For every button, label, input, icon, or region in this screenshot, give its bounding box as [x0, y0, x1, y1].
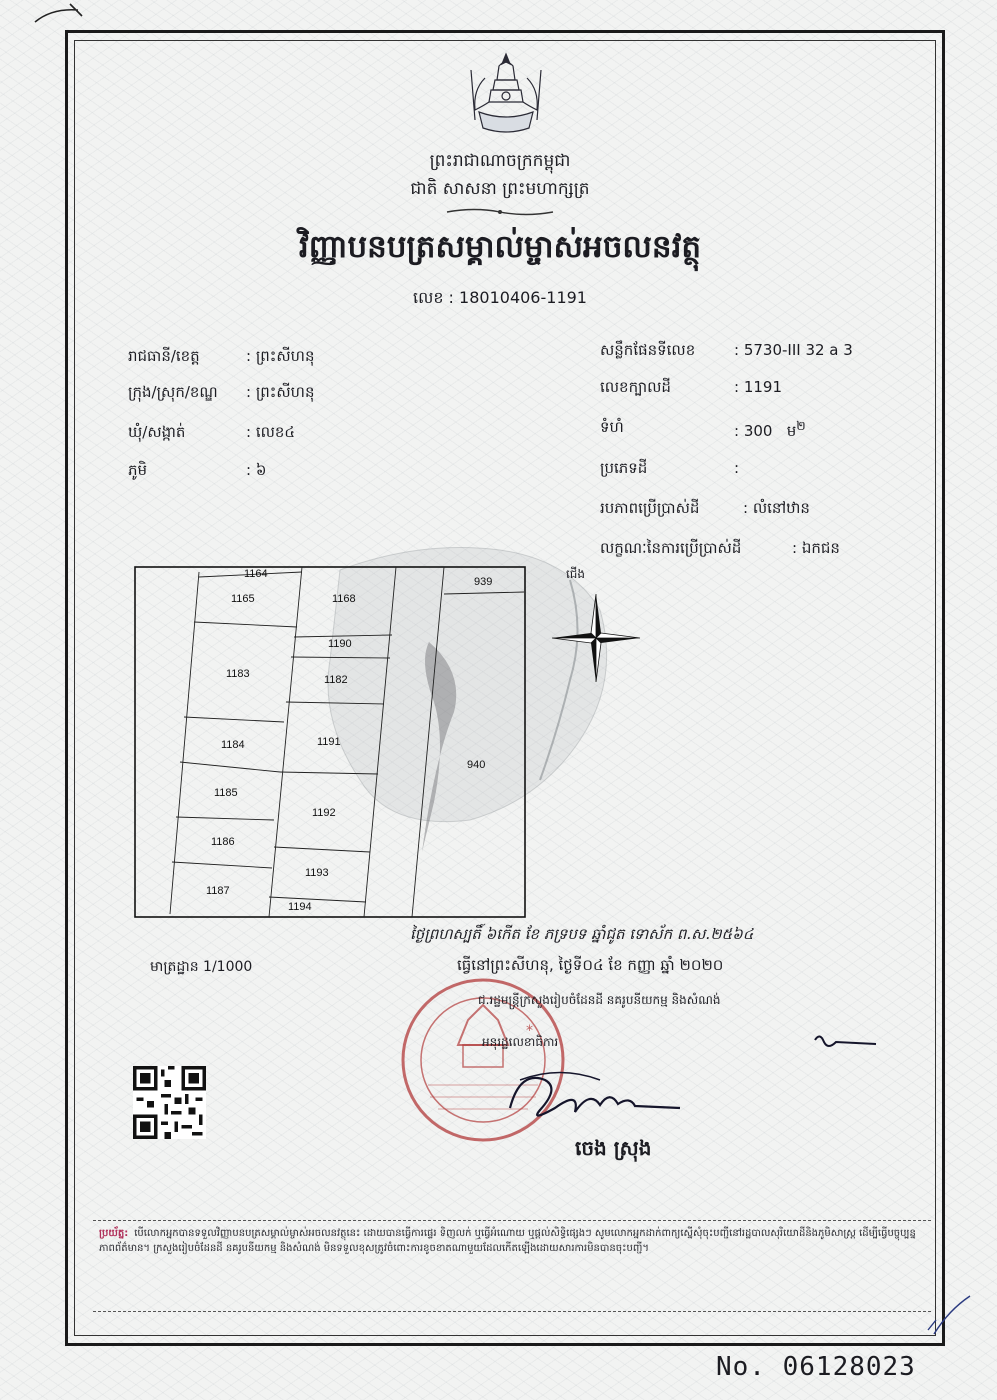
certificate-title: វិញ្ញាបនបត្រសម្គាល់ម្ចាស់អចលនវត្ថុ [298, 229, 702, 265]
area-unit-superscript: ២ [796, 418, 806, 433]
commune-label: ឃុំ/សង្កាត់ [128, 423, 186, 441]
commune-value: : លេខ៤ [246, 423, 296, 441]
authority-title: អនុរដ្ឋលេខាធិការ [482, 1035, 559, 1049]
parcel-label: 1192 [312, 807, 336, 819]
parcel-map [134, 562, 527, 919]
lunar-date: ថ្ងៃព្រហស្បតិ៍ ៦កើត ខែ ភទ្របទ ឆ្នាំជូត ទោស័ក ព.ស.២៥៦៤ [410, 925, 754, 943]
parcel-label: 1165 [231, 593, 255, 605]
parcel-label: 1194 [288, 901, 312, 913]
village-value: : ៦ [246, 461, 267, 479]
parcel-label: 1182 [324, 674, 348, 686]
ornament-divider [445, 205, 555, 219]
parcel-label: 1187 [206, 885, 230, 897]
province-value: : ព្រះសីហនុ [246, 347, 315, 365]
province-label: រាជធានី/ខេត្ត [128, 347, 200, 365]
parcel-number-label: លេខក្បាលដី [600, 378, 671, 396]
parcel-label: 1191 [317, 736, 341, 748]
land-type-value: : [734, 459, 740, 477]
land-use-nature-label: លក្ខណៈនៃការប្រើប្រាស់ដី [600, 539, 742, 557]
initial-mark [810, 1028, 880, 1054]
pen-mark [30, 0, 90, 30]
parcel-label: 1164 [244, 568, 268, 580]
north-arrow-icon [548, 590, 644, 686]
district-value: : ព្រះសីហនុ [246, 383, 315, 401]
district-label: ក្រុង/ស្រុក/ខណ្ឌ [128, 383, 218, 401]
land-use-value: : លំនៅឋាន [743, 499, 810, 517]
village-label: ភូមិ [128, 461, 148, 479]
area-value [734, 418, 806, 444]
serial-number: No. 06128023 [716, 1352, 916, 1382]
map-sheet-label: សន្លឹកផែនទីលេខ [600, 341, 696, 359]
parcel-label: 1184 [221, 739, 245, 751]
parcel-label: 1193 [305, 867, 329, 879]
notes-text: បើលោកអ្នកបានទទួលវិញ្ញាបនបត្រសម្គាល់ម្ចាស់អចលនវត្ថុនេះ ដោយបានធ្វើការផ្ទេរ ទិញលក់ ឬធ្វើអំណោយ ឬផ្តល់សិទ្ធិផ្សេងៗ សូមលោកអ្នកដាក់ពាក្យស្នើសុំចុះបញ្ជីនៅរដ្ឋបាលសុរិយោដីនិងភូមិសាស្ត្រ ដើម្បីធ្វើបច្ចុប្បន្នភាពព័ត៌មាន។ ក្រសួងរៀបចំដែនដី នគរូបនីយកម្ម និងសំណង់ មិនទទួលខុសត្រូវចំពោះការខូចខាតណាមួយដែលកើតឡើងដោយសារការមិនបានចុះបញ្ជី។ [99, 1228, 916, 1254]
national-motto: ជាតិ សាសនា ព្រះមហាក្សត្រ [410, 179, 590, 199]
area-value-number: : 300 [734, 422, 773, 440]
area-unit: ម [786, 422, 797, 440]
solar-date: ធ្វើនៅព្រះសីហនុ, ថ្ងៃទី០៤ ខែ កញ្ញា ឆ្នាំ ២០២០ [457, 956, 724, 974]
svg-text:*: * [526, 1023, 533, 1039]
land-use-nature-value: : ឯកជន [792, 539, 840, 557]
parcel-label: 939 [474, 576, 493, 588]
north-label: ជើង [566, 567, 586, 581]
qr-code [133, 1066, 206, 1139]
checkmark-stroke [924, 1290, 974, 1340]
legal-notes [93, 1220, 931, 1312]
parcel-label: 1190 [328, 638, 352, 650]
parcel-number-value: : 1191 [734, 378, 782, 396]
officer-name: ចេង ស្រុង [575, 1136, 652, 1160]
parcel-label: 1168 [332, 593, 356, 605]
royal-crest-icon [463, 50, 549, 140]
authority-line: ជ.រដ្ឋមន្ត្រីក្រសួងរៀបចំដែនដី នគរូបនីយកម្ម និងសំណង់ [478, 993, 721, 1007]
certificate-number-value: 18010406-1191 [459, 288, 587, 307]
area-label: ទំហំ [600, 418, 624, 436]
official-signature [500, 1060, 690, 1130]
parcel-label: 940 [467, 759, 486, 771]
certificate-number [300, 287, 700, 311]
certificate-number-label: លេខ : [413, 288, 454, 307]
kingdom-name: ព្រះរាជាណាចក្រកម្ពុជា [429, 151, 571, 171]
map-sheet-value: : 5730-III 32 a 3 [734, 341, 853, 359]
land-type-label: ប្រភេទដី [600, 459, 648, 477]
parcel-label: 1183 [226, 668, 250, 680]
land-use-label: របភាពប្រើប្រាស់ដី [600, 499, 700, 517]
notes-heading: ប្រយ័ត្ន: [99, 1228, 129, 1239]
parcel-label: 1185 [214, 787, 238, 799]
map-scale: មាត្រដ្ឋាន 1/1000 [150, 959, 253, 975]
parcel-label: 1186 [211, 836, 235, 848]
